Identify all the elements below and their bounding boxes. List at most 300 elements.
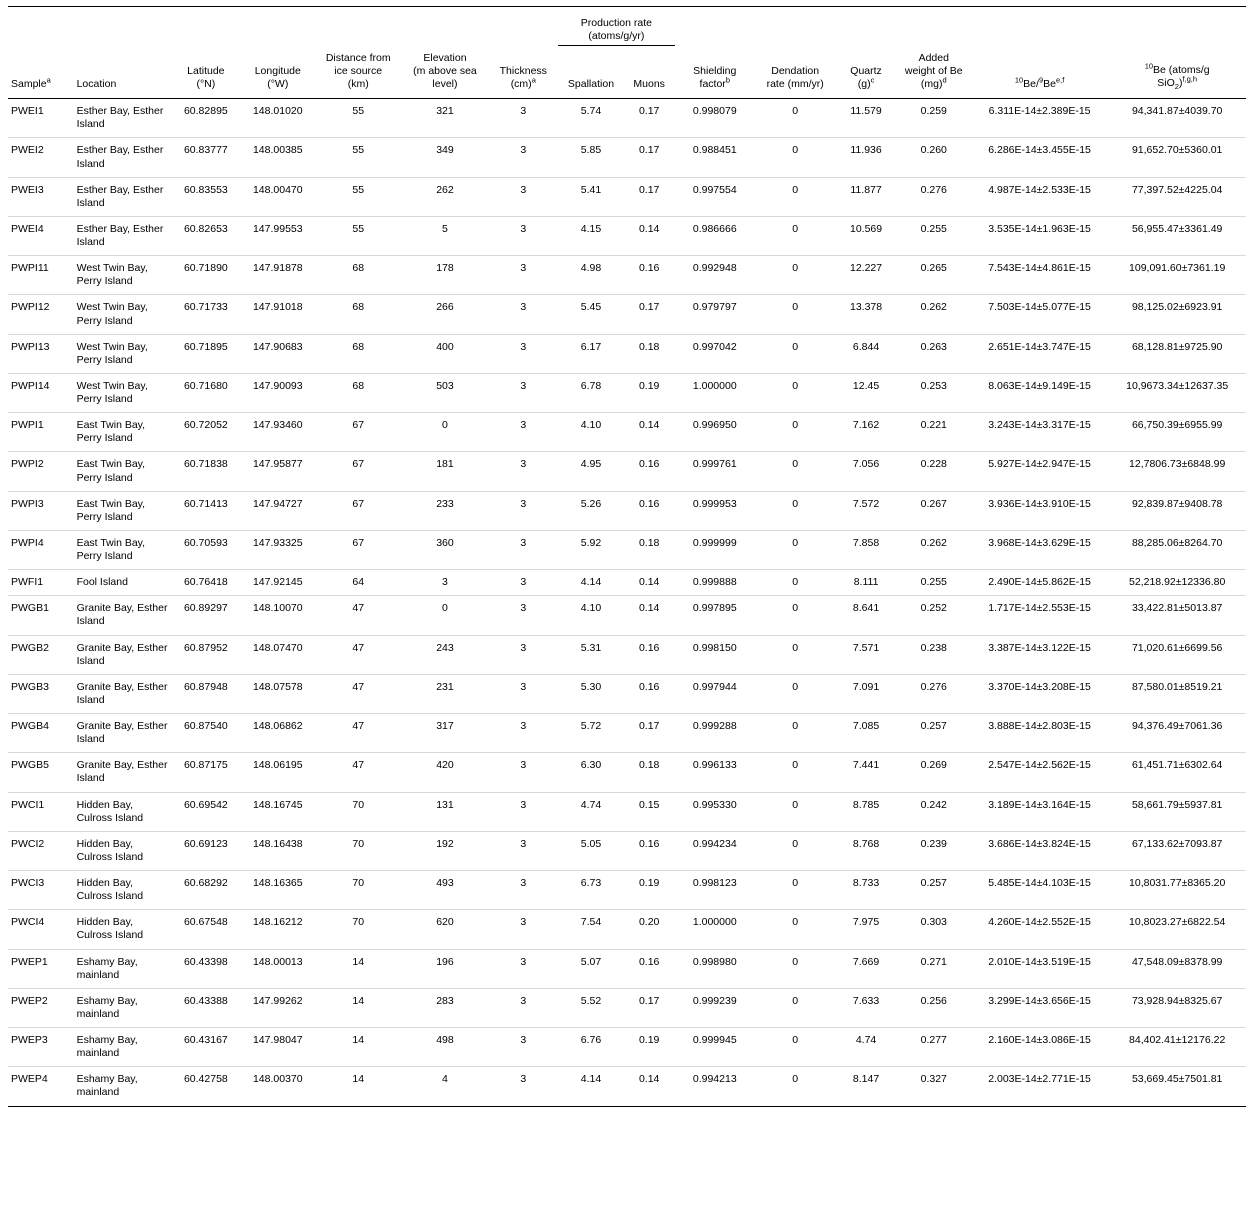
cell-location: Eshamy Bay, mainland [74, 949, 171, 988]
cell-sample: PWPI2 [8, 452, 74, 491]
cell-spallation: 4.14 [558, 1067, 624, 1106]
cell-shielding: 0.998150 [675, 635, 755, 674]
cell-be-added: 0.260 [897, 138, 971, 177]
cell-elevation: 262 [402, 177, 489, 216]
cell-concentration: 98,125.02±6923.91 [1108, 295, 1246, 334]
cell-thickness: 3 [488, 1028, 558, 1067]
cell-latitude: 60.71680 [171, 373, 241, 412]
cell-denudation: 0 [755, 910, 835, 949]
cell-sample: PWPI4 [8, 530, 74, 569]
cell-latitude: 60.68292 [171, 871, 241, 910]
cell-concentration: 58,661.79±5937.81 [1108, 792, 1246, 831]
cell-muons: 0.17 [624, 295, 675, 334]
cell-be-added: 0.271 [897, 949, 971, 988]
cell-elevation: 620 [402, 910, 489, 949]
cell-distance: 14 [315, 988, 402, 1027]
group-spacer-elevation [402, 7, 489, 46]
cell-location: Granite Bay, Esther Island [74, 596, 171, 635]
cell-distance: 68 [315, 334, 402, 373]
column-header-latitude: Latitude (°N) [171, 46, 241, 99]
cell-concentration: 87,580.01±8519.21 [1108, 674, 1246, 713]
cell-ratio: 6.311E-14±2.389E-15 [971, 99, 1109, 138]
table-body [8, 99, 1246, 1106]
cell-denudation: 0 [755, 177, 835, 216]
cell-thickness: 3 [488, 491, 558, 530]
cell-sample: PWPI3 [8, 491, 74, 530]
cell-sample: PWEI4 [8, 216, 74, 255]
cell-latitude: 60.42758 [171, 1067, 241, 1106]
cell-latitude: 60.43167 [171, 1028, 241, 1067]
cell-quartz: 11.877 [835, 177, 896, 216]
cell-longitude: 148.00370 [241, 1067, 315, 1106]
cell-concentration: 10,8023.27±6822.54 [1108, 910, 1246, 949]
cell-latitude: 60.71895 [171, 334, 241, 373]
cell-thickness: 3 [488, 949, 558, 988]
column-header-be-added: Added weight of Be (mg)$^d$ [897, 46, 971, 99]
cell-ratio: 2.010E-14±3.519E-15 [971, 949, 1109, 988]
cell-longitude: 147.92145 [241, 570, 315, 596]
cell-thickness: 3 [488, 413, 558, 452]
cell-shielding: 0.997944 [675, 674, 755, 713]
cell-denudation: 0 [755, 413, 835, 452]
cell-quartz: 7.441 [835, 753, 896, 792]
cell-spallation: 4.15 [558, 216, 624, 255]
cell-elevation: 349 [402, 138, 489, 177]
cell-denudation: 0 [755, 256, 835, 295]
cell-sample: PWPI13 [8, 334, 74, 373]
cell-shielding: 0.986666 [675, 216, 755, 255]
cell-muons: 0.16 [624, 831, 675, 870]
column-header-concentration: $^{10}$Be (atoms/g SiO$_2$)$^{f,g,h}$ [1108, 46, 1246, 99]
cell-latitude: 60.87175 [171, 753, 241, 792]
cell-latitude: 60.87948 [171, 674, 241, 713]
cell-elevation: 192 [402, 831, 489, 870]
cell-quartz: 7.669 [835, 949, 896, 988]
cell-elevation: 0 [402, 413, 489, 452]
cell-concentration: 47,548.09±8378.99 [1108, 949, 1246, 988]
cell-spallation: 5.30 [558, 674, 624, 713]
cell-elevation: 131 [402, 792, 489, 831]
cell-location: Fool Island [74, 570, 171, 596]
cell-elevation: 0 [402, 596, 489, 635]
cell-ratio: 2.490E-14±5.862E-15 [971, 570, 1109, 596]
cell-distance: 70 [315, 910, 402, 949]
cell-sample: PWEP2 [8, 988, 74, 1027]
table-container [0, 6, 1254, 1107]
cell-location: Esther Bay, Esther Island [74, 138, 171, 177]
cell-elevation: 360 [402, 530, 489, 569]
cell-muons: 0.17 [624, 177, 675, 216]
cell-thickness: 3 [488, 570, 558, 596]
cell-be-added: 0.276 [897, 177, 971, 216]
cell-muons: 0.18 [624, 334, 675, 373]
cell-spallation: 5.72 [558, 714, 624, 753]
cell-location: West Twin Bay, Perry Island [74, 334, 171, 373]
cell-quartz: 11.936 [835, 138, 896, 177]
cell-denudation: 0 [755, 714, 835, 753]
cell-longitude: 148.06862 [241, 714, 315, 753]
table-header [8, 7, 1246, 99]
cell-ratio: 5.485E-14±4.103E-15 [971, 871, 1109, 910]
cell-thickness: 3 [488, 988, 558, 1027]
cell-ratio: 2.160E-14±3.086E-15 [971, 1028, 1109, 1067]
cell-distance: 55 [315, 99, 402, 138]
cell-longitude: 148.10070 [241, 596, 315, 635]
cell-be-added: 0.259 [897, 99, 971, 138]
cell-longitude: 148.16212 [241, 910, 315, 949]
column-header-sample: Sample$^a$ [8, 46, 74, 99]
cell-denudation: 0 [755, 491, 835, 530]
cell-spallation: 4.14 [558, 570, 624, 596]
cell-muons: 0.18 [624, 753, 675, 792]
cell-shielding: 0.999288 [675, 714, 755, 753]
cell-denudation: 0 [755, 753, 835, 792]
cell-quartz: 7.858 [835, 530, 896, 569]
group-header-production-rate [558, 7, 674, 46]
cell-spallation: 5.41 [558, 177, 624, 216]
cell-elevation: 400 [402, 334, 489, 373]
cell-muons: 0.16 [624, 635, 675, 674]
column-header-ratio: $^{10}$Be/$^9$Be$^{e,f}$ [971, 46, 1109, 99]
cell-concentration: 33,422.81±5013.87 [1108, 596, 1246, 635]
cell-muons: 0.15 [624, 792, 675, 831]
cell-shielding: 0.988451 [675, 138, 755, 177]
cell-be-added: 0.303 [897, 910, 971, 949]
cell-thickness: 3 [488, 596, 558, 635]
column-header-quartz: Quartz $(g)^c$ [835, 46, 896, 99]
cell-thickness: 3 [488, 714, 558, 753]
cell-latitude: 60.43398 [171, 949, 241, 988]
cell-distance: 67 [315, 452, 402, 491]
cell-be-added: 0.267 [897, 491, 971, 530]
cell-shielding: 0.999945 [675, 1028, 755, 1067]
cell-longitude: 148.16365 [241, 871, 315, 910]
cell-ratio: 3.686E-14±3.824E-15 [971, 831, 1109, 870]
cell-latitude: 60.43388 [171, 988, 241, 1027]
production-rate-units: (atoms/g/yr) [588, 30, 645, 43]
cell-latitude: 60.69542 [171, 792, 241, 831]
group-spacer-longitude [241, 7, 315, 46]
cell-spallation: 5.45 [558, 295, 624, 334]
cell-thickness: 3 [488, 373, 558, 412]
cell-ratio: 4.987E-14±2.533E-15 [971, 177, 1109, 216]
cell-thickness: 3 [488, 177, 558, 216]
cell-elevation: 266 [402, 295, 489, 334]
cell-quartz: 8.111 [835, 570, 896, 596]
cell-longitude: 148.01020 [241, 99, 315, 138]
cell-location: Esther Bay, Esther Island [74, 216, 171, 255]
cell-location: Esther Bay, Esther Island [74, 99, 171, 138]
cell-ratio: 8.063E-14±9.149E-15 [971, 373, 1109, 412]
cell-muons: 0.14 [624, 596, 675, 635]
cell-denudation: 0 [755, 216, 835, 255]
cell-denudation: 0 [755, 1067, 835, 1106]
cell-longitude: 148.16438 [241, 831, 315, 870]
cell-quartz: 13.378 [835, 295, 896, 334]
cell-longitude: 148.06195 [241, 753, 315, 792]
cell-concentration: 53,669.45±7501.81 [1108, 1067, 1246, 1106]
cell-elevation: 4 [402, 1067, 489, 1106]
cell-elevation: 283 [402, 988, 489, 1027]
cell-sample: PWCI4 [8, 910, 74, 949]
cell-location: East Twin Bay, Perry Island [74, 452, 171, 491]
cell-location: Eshamy Bay, mainland [74, 988, 171, 1027]
cell-shielding: 0.997895 [675, 596, 755, 635]
cell-muons: 0.14 [624, 1067, 675, 1106]
cell-concentration: 88,285.06±8264.70 [1108, 530, 1246, 569]
cell-quartz: 8.641 [835, 596, 896, 635]
cell-ratio: 6.286E-14±3.455E-15 [971, 138, 1109, 177]
cell-longitude: 148.16745 [241, 792, 315, 831]
cell-sample: PWGB1 [8, 596, 74, 635]
cell-be-added: 0.257 [897, 871, 971, 910]
cell-denudation: 0 [755, 792, 835, 831]
cell-longitude: 147.99262 [241, 988, 315, 1027]
cell-sample: PWEI2 [8, 138, 74, 177]
cell-sample: PWEI3 [8, 177, 74, 216]
table-row [8, 1028, 1246, 1067]
cell-longitude: 148.00470 [241, 177, 315, 216]
cell-muons: 0.19 [624, 1028, 675, 1067]
cell-latitude: 60.72052 [171, 413, 241, 452]
cell-spallation: 4.10 [558, 413, 624, 452]
cell-spallation: 5.26 [558, 491, 624, 530]
cell-thickness: 3 [488, 792, 558, 831]
cell-spallation: 5.92 [558, 530, 624, 569]
cell-shielding: 1.000000 [675, 373, 755, 412]
cell-distance: 55 [315, 216, 402, 255]
cell-thickness: 3 [488, 635, 558, 674]
cell-be-added: 0.262 [897, 295, 971, 334]
cell-spallation: 6.78 [558, 373, 624, 412]
table-row [8, 491, 1246, 530]
cell-concentration: 109,091.60±7361.19 [1108, 256, 1246, 295]
cell-distance: 68 [315, 256, 402, 295]
cell-muons: 0.19 [624, 871, 675, 910]
cell-be-added: 0.276 [897, 674, 971, 713]
cell-concentration: 71,020.61±6699.56 [1108, 635, 1246, 674]
cell-location: East Twin Bay, Perry Island [74, 491, 171, 530]
cell-longitude: 147.95877 [241, 452, 315, 491]
group-spacer-shielding [675, 7, 755, 46]
cell-ratio: 3.189E-14±3.164E-15 [971, 792, 1109, 831]
cell-quartz: 7.633 [835, 988, 896, 1027]
cell-spallation: 6.30 [558, 753, 624, 792]
cell-be-added: 0.263 [897, 334, 971, 373]
cell-ratio: 7.543E-14±4.861E-15 [971, 256, 1109, 295]
cell-denudation: 0 [755, 373, 835, 412]
cell-quartz: 8.768 [835, 831, 896, 870]
cell-shielding: 1.000000 [675, 910, 755, 949]
cell-sample: PWPI11 [8, 256, 74, 295]
cell-spallation: 6.17 [558, 334, 624, 373]
cell-denudation: 0 [755, 871, 835, 910]
cell-longitude: 148.07470 [241, 635, 315, 674]
cell-sample: PWEP1 [8, 949, 74, 988]
cell-distance: 68 [315, 373, 402, 412]
cell-shielding: 0.997554 [675, 177, 755, 216]
group-spacer-thickness [488, 7, 558, 46]
table-row [8, 256, 1246, 295]
cell-denudation: 0 [755, 138, 835, 177]
cell-elevation: 3 [402, 570, 489, 596]
cell-shielding: 0.999761 [675, 452, 755, 491]
cell-location: East Twin Bay, Perry Island [74, 530, 171, 569]
cell-concentration: 94,376.49±7061.36 [1108, 714, 1246, 753]
table-row [8, 831, 1246, 870]
cell-shielding: 0.994213 [675, 1067, 755, 1106]
cell-quartz: 7.572 [835, 491, 896, 530]
cell-shielding: 0.996133 [675, 753, 755, 792]
cell-ratio: 2.003E-14±2.771E-15 [971, 1067, 1109, 1106]
column-header-row [8, 46, 1246, 99]
cell-distance: 70 [315, 792, 402, 831]
cell-sample: PWPI14 [8, 373, 74, 412]
cell-ratio: 3.888E-14±2.803E-15 [971, 714, 1109, 753]
cell-ratio: 4.260E-14±2.552E-15 [971, 910, 1109, 949]
cell-be-added: 0.262 [897, 530, 971, 569]
table-row [8, 871, 1246, 910]
cell-sample: PWGB3 [8, 674, 74, 713]
cell-spallation: 7.54 [558, 910, 624, 949]
cell-concentration: 84,402.41±12176.22 [1108, 1028, 1246, 1067]
cell-be-added: 0.265 [897, 256, 971, 295]
cell-sample: PWPI1 [8, 413, 74, 452]
cell-latitude: 60.67548 [171, 910, 241, 949]
cell-distance: 64 [315, 570, 402, 596]
cell-distance: 47 [315, 596, 402, 635]
cell-denudation: 0 [755, 596, 835, 635]
cell-latitude: 60.71413 [171, 491, 241, 530]
cell-concentration: 52,218.92±12336.80 [1108, 570, 1246, 596]
cell-muons: 0.17 [624, 714, 675, 753]
cell-longitude: 147.90683 [241, 334, 315, 373]
group-spacer-sample [8, 7, 74, 46]
cell-distance: 55 [315, 138, 402, 177]
group-spacer-denudation [755, 7, 835, 46]
cell-be-added: 0.255 [897, 216, 971, 255]
cell-muons: 0.18 [624, 530, 675, 569]
cell-denudation: 0 [755, 295, 835, 334]
table-row [8, 714, 1246, 753]
cell-distance: 47 [315, 674, 402, 713]
cell-be-added: 0.253 [897, 373, 971, 412]
production-rate-title: Production rate [580, 17, 652, 29]
cell-location: Esther Bay, Esther Island [74, 177, 171, 216]
cell-elevation: 317 [402, 714, 489, 753]
table-row [8, 596, 1246, 635]
table-row [8, 570, 1246, 596]
cell-muons: 0.16 [624, 256, 675, 295]
cell-denudation: 0 [755, 334, 835, 373]
cell-distance: 55 [315, 177, 402, 216]
cell-concentration: 56,955.47±3361.49 [1108, 216, 1246, 255]
cell-denudation: 0 [755, 452, 835, 491]
cell-muons: 0.17 [624, 988, 675, 1027]
table-row [8, 452, 1246, 491]
table-row [8, 1067, 1246, 1106]
cell-shielding: 0.998079 [675, 99, 755, 138]
cell-latitude: 60.70593 [171, 530, 241, 569]
cell-concentration: 73,928.94±8325.67 [1108, 988, 1246, 1027]
table-row [8, 674, 1246, 713]
cell-ratio: 3.936E-14±3.910E-15 [971, 491, 1109, 530]
cell-muons: 0.14 [624, 570, 675, 596]
cell-concentration: 61,451.71±6302.64 [1108, 753, 1246, 792]
cell-thickness: 3 [488, 216, 558, 255]
cell-concentration: 66,750.39±6955.99 [1108, 413, 1246, 452]
cell-be-added: 0.238 [897, 635, 971, 674]
cell-distance: 47 [315, 635, 402, 674]
cell-quartz: 12.227 [835, 256, 896, 295]
cell-muons: 0.17 [624, 138, 675, 177]
cell-muons: 0.19 [624, 373, 675, 412]
cell-denudation: 0 [755, 674, 835, 713]
cell-latitude: 60.82653 [171, 216, 241, 255]
cell-sample: PWCI1 [8, 792, 74, 831]
cell-location: West Twin Bay, Perry Island [74, 256, 171, 295]
cell-location: Granite Bay, Esther Island [74, 635, 171, 674]
cell-longitude: 147.93460 [241, 413, 315, 452]
cell-quartz: 11.579 [835, 99, 896, 138]
cell-thickness: 3 [488, 256, 558, 295]
cell-location: Hidden Bay, Culross Island [74, 831, 171, 870]
cell-concentration: 91,652.70±5360.01 [1108, 138, 1246, 177]
cell-shielding: 0.995330 [675, 792, 755, 831]
cell-muons: 0.14 [624, 413, 675, 452]
cell-denudation: 0 [755, 988, 835, 1027]
column-header-thickness: Thickness (cm)$^a$ [488, 46, 558, 99]
cell-thickness: 3 [488, 831, 558, 870]
cell-longitude: 147.91878 [241, 256, 315, 295]
cell-be-added: 0.228 [897, 452, 971, 491]
table-row [8, 177, 1246, 216]
cell-thickness: 3 [488, 530, 558, 569]
cell-be-added: 0.277 [897, 1028, 971, 1067]
cell-distance: 67 [315, 491, 402, 530]
table-row [8, 413, 1246, 452]
cell-elevation: 233 [402, 491, 489, 530]
cell-sample: PWFI1 [8, 570, 74, 596]
group-header-row [8, 7, 1246, 46]
cell-latitude: 60.83553 [171, 177, 241, 216]
cell-be-added: 0.257 [897, 714, 971, 753]
cell-location: Hidden Bay, Culross Island [74, 871, 171, 910]
cell-quartz: 7.975 [835, 910, 896, 949]
cell-ratio: 3.299E-14±3.656E-15 [971, 988, 1109, 1027]
cell-ratio: 3.968E-14±3.629E-15 [971, 530, 1109, 569]
cell-muons: 0.16 [624, 674, 675, 713]
cell-spallation: 5.74 [558, 99, 624, 138]
cell-muons: 0.20 [624, 910, 675, 949]
table-row [8, 635, 1246, 674]
cell-longitude: 148.00385 [241, 138, 315, 177]
cell-sample: PWGB5 [8, 753, 74, 792]
cell-location: Granite Bay, Esther Island [74, 753, 171, 792]
cell-latitude: 60.82895 [171, 99, 241, 138]
cell-elevation: 243 [402, 635, 489, 674]
cell-spallation: 4.95 [558, 452, 624, 491]
table-row [8, 792, 1246, 831]
cell-longitude: 147.93325 [241, 530, 315, 569]
cell-thickness: 3 [488, 1067, 558, 1106]
cell-thickness: 3 [488, 452, 558, 491]
cell-ratio: 1.717E-14±2.553E-15 [971, 596, 1109, 635]
cell-concentration: 10,9673.34±12637.35 [1108, 373, 1246, 412]
column-header-longitude: Longitude (°W) [241, 46, 315, 99]
cell-latitude: 60.71890 [171, 256, 241, 295]
cell-thickness: 3 [488, 295, 558, 334]
